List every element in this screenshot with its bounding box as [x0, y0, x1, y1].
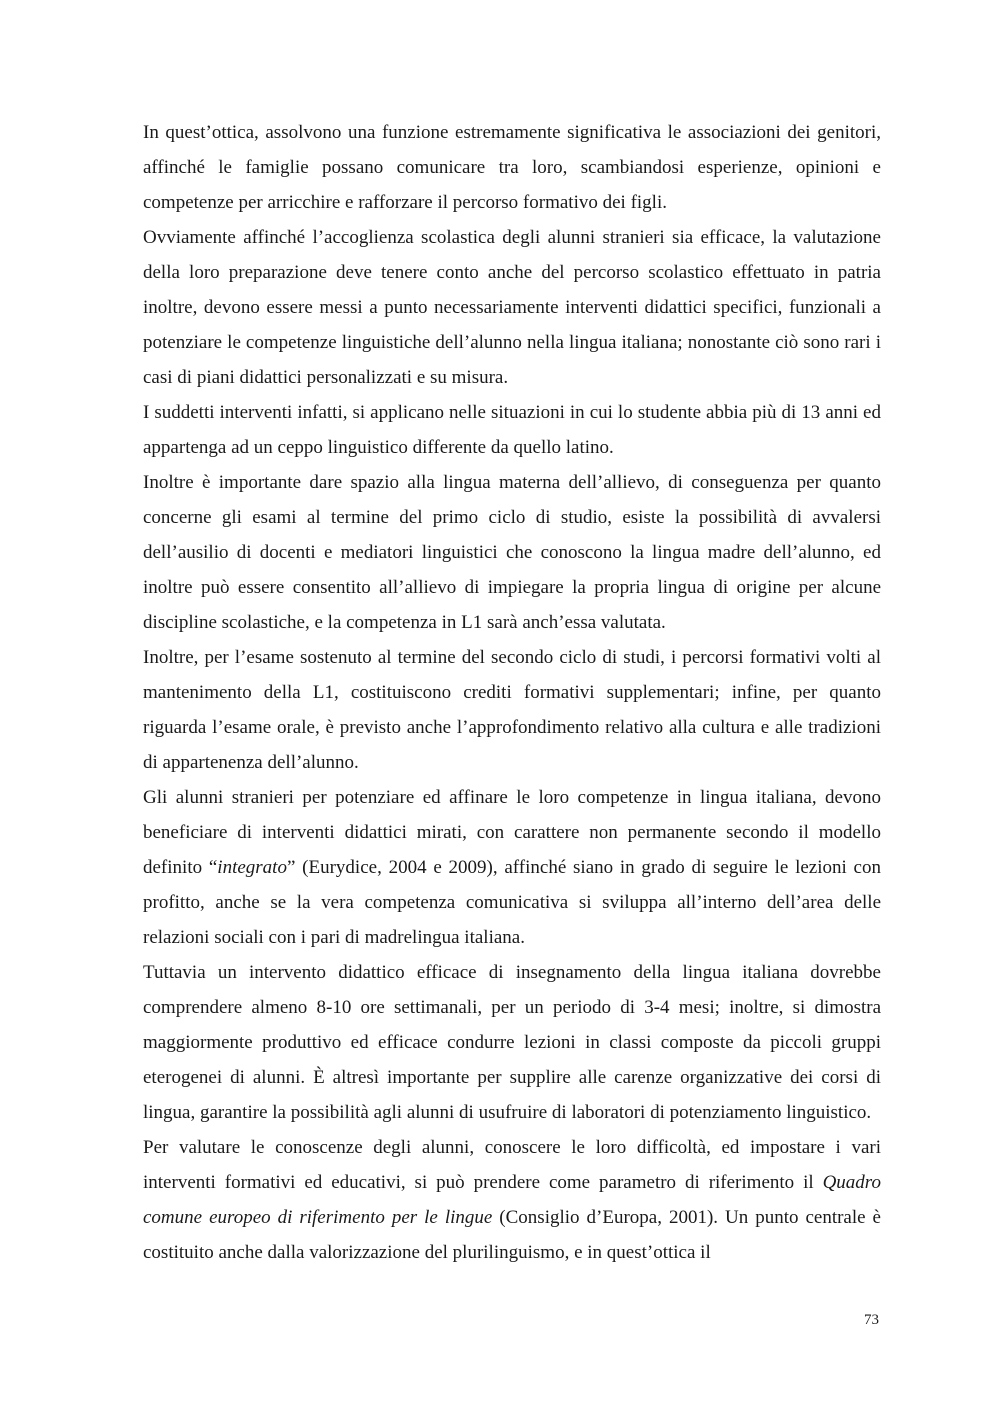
paragraph: Inoltre è importante dare spazio alla lingua materna dell’allievo, di conseguenza per quanto concerne gli esami al termine del primo ciclo di studio, esiste la possibilità di avvalersi dell’ausilio di docenti e mediatori linguistici che conoscono la lingua madre dell’alunno, ed inoltre può essere consentito all’allievo di impiegare la propria lingua di origine per alcune discipline scolastiche, e la competenza in L1 sarà anch’essa valutata.: [143, 472, 881, 633]
paragraph: In quest’ottica, assolvono una funzione estremamente significativa le associazioni dei genitori, affinché le famiglie possano comunicare tra loro, scambiandosi esperienze, opinioni e competenze per arricchire e rafforzare il percorso formativo dei figli.: [143, 122, 881, 213]
italic-title: Quadro comune europeo di riferimento per le lingue: [143, 1172, 881, 1228]
paragraph-text: Per valutare le conoscenze degli alunni, conoscere le loro difficoltà, ed impostare i vari interventi formativi ed educativi, si può prendere come parametro di riferimento il: [143, 1137, 881, 1193]
paragraph-text: (Consiglio d’Europa, 2001). Un punto centrale è costituito anche dalla valorizzazione del plurilinguismo, e in quest’ottica il: [143, 1207, 881, 1263]
body-text: [143, 115, 881, 1270]
paragraph: Tuttavia un intervento didattico efficace di insegnamento della lingua italiana dovrebbe comprendere almeno 8-10 ore settimanali, per un periodo di 3-4 mesi; inoltre, si dimostra maggiormente produttivo ed efficace condurre lezioni in classi composte da piccoli gruppi eterogenei di alunni. È altresì importante per supplire alle carenze organizzative dei corsi di lingua, garantire la possibilità agli alunni di usufruire di laboratori di potenziamento linguistico.: [143, 962, 881, 1123]
page-number: 73: [864, 1312, 879, 1328]
paragraph: Ovviamente affinché l’accoglienza scolastica degli alunni stranieri sia efficace, la valutazione della loro preparazione deve tenere conto anche del percorso scolastico effettuato in patria inoltre, devono essere messi a punto necessariamente interventi didattici specifici, funzionali a potenziare le competenze linguistiche dell’alunno nella lingua italiana; nonostante ciò sono rari i casi di piani didattici personalizzati e su misura.: [143, 227, 881, 388]
paragraph-text: Gli alunni stranieri per potenziare ed affinare le loro competenze in lingua italiana, devono beneficiare di interventi didattici mirati, con carattere non permanente secondo il modello definito “: [143, 787, 881, 878]
italic-term: integrato: [217, 857, 287, 878]
paragraph: [143, 1130, 881, 1270]
paragraph: [143, 780, 881, 955]
paragraph-text: ” (Eurydice, 2004 e 2009), affinché siano in grado di seguire le lezioni con profitto, anche se la vera competenza comunicativa si sviluppa all’interno dell’area delle relazioni sociali con i pari di madrelingua italiana.: [143, 857, 881, 948]
paragraph: I suddetti interventi infatti, si applicano nelle situazioni in cui lo studente abbia più di 13 anni ed appartenga ad un ceppo linguistico differente da quello latino.: [143, 402, 881, 458]
paragraph: Inoltre, per l’esame sostenuto al termine del secondo ciclo di studi, i percorsi formativi volti al mantenimento della L1, costituiscono crediti formativi supplementari; infine, per quanto riguarda l’esame orale, è previsto anche l’approfondimento relativo alla cultura e alle tradizioni di appartenenza dell’alunno.: [143, 647, 881, 773]
